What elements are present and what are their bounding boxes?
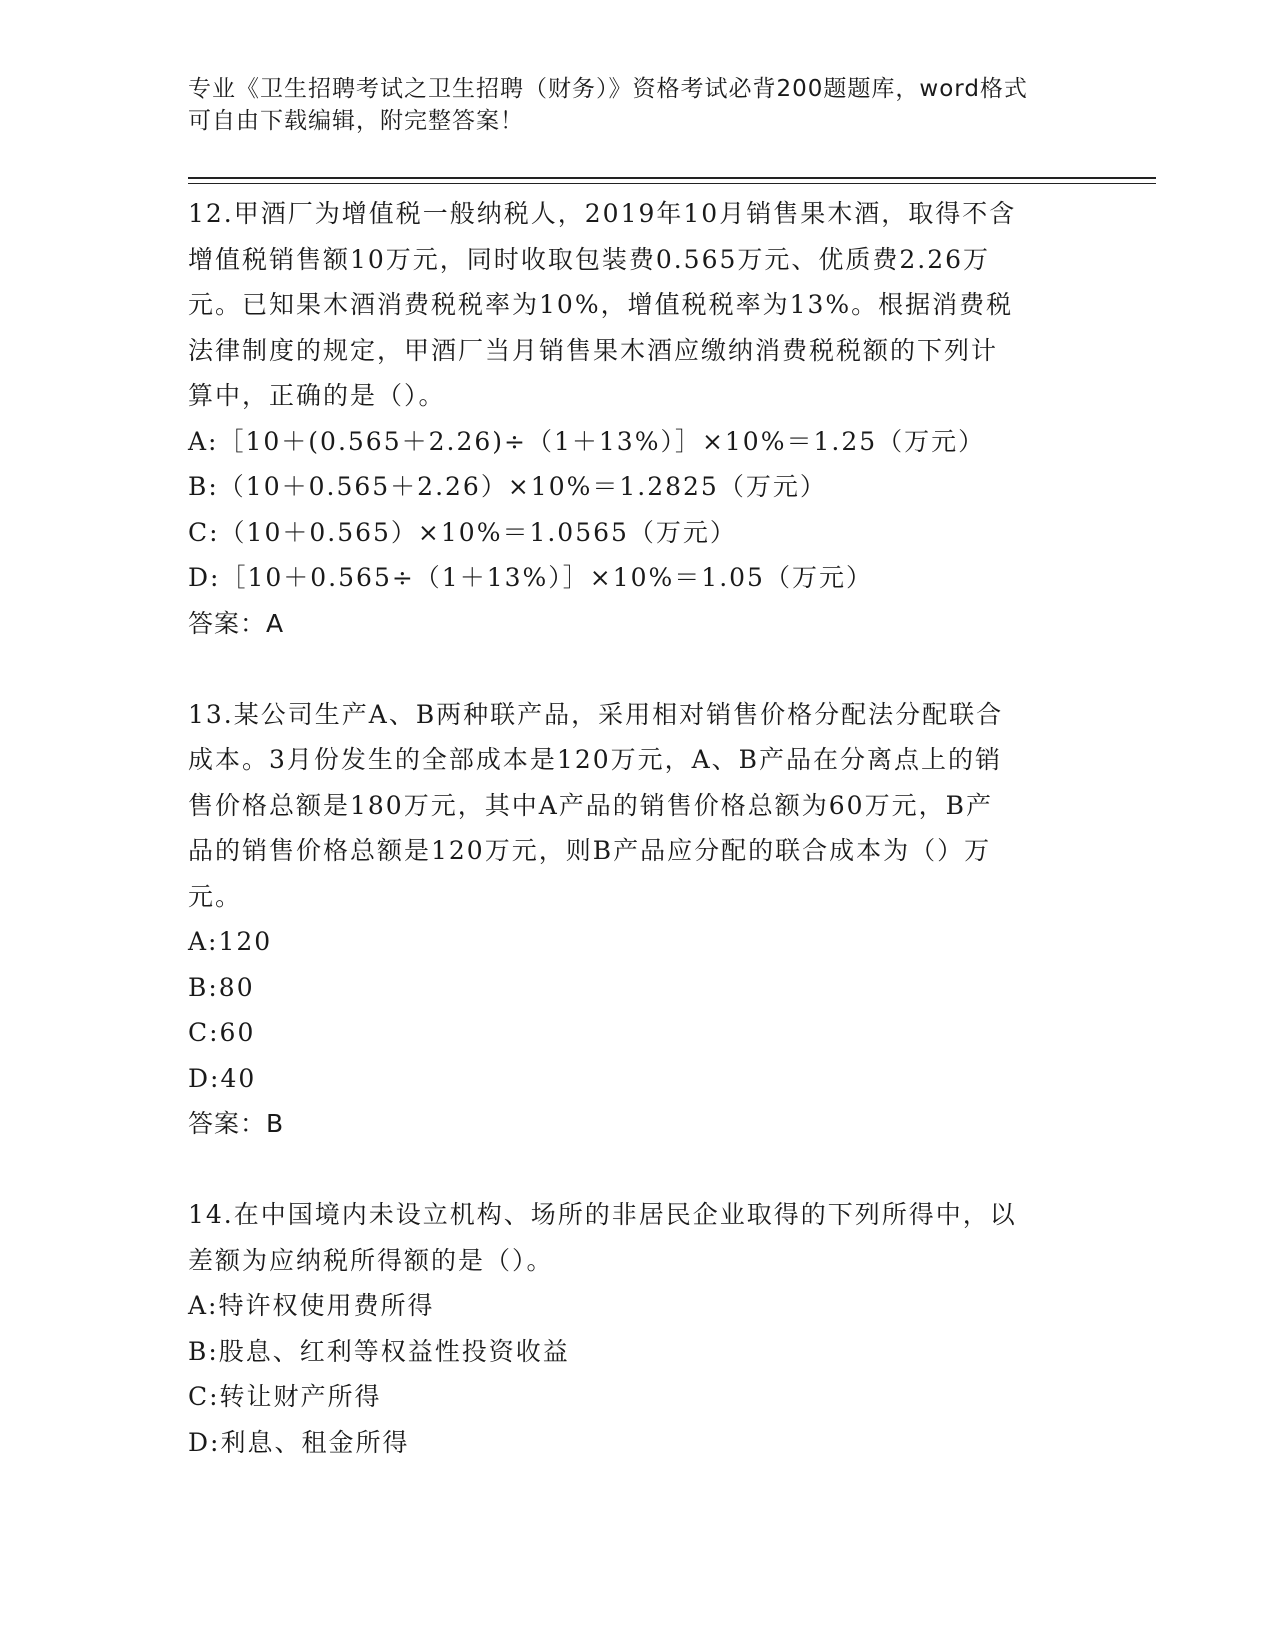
question-stem-line: 增值税销售额10万元，同时收取包装费0.565万元、优质费2.26万: [188, 244, 991, 274]
option-c: C:60: [188, 1018, 256, 1047]
option-d: D:［10＋0.565÷（1＋13%）］×10%＝1.05（万元）: [188, 563, 873, 592]
answer-label: 答案：A: [188, 608, 285, 638]
document-header: [188, 73, 1088, 137]
answer-label: 答案：B: [188, 1109, 285, 1138]
question-stem-line: 元。: [188, 881, 243, 911]
question-stem-line: 售价格总额是180万元，其中A产品的销售价格总额为60万元，B产: [188, 790, 993, 820]
question-stem-line: 14.在中国境内未设立机构、场所的非居民企业取得的下列所得中，以: [188, 1200, 1017, 1229]
question-stem-line: 12.甲酒厂为增值税一般纳税人，2019年10月销售果木酒，取得不含: [188, 199, 1017, 228]
question-stem-line: 品的销售价格总额是120万元，则B产品应分配的联合成本为（）万: [188, 836, 992, 865]
option-c: C:（10＋0.565）×10%＝1.0565（万元）: [188, 517, 737, 547]
question-stem-line: 算中，正确的是（）。: [188, 381, 446, 410]
option-b: B:80: [188, 972, 255, 1002]
header-divider-thick: [188, 177, 1156, 179]
question-stem-line: 13.某公司生产A、B两种联产品，采用相对销售价格分配法分配联合: [188, 699, 1004, 729]
option-a: A:120: [188, 927, 273, 956]
question-spacer: [188, 1147, 1088, 1193]
question-13: [188, 692, 1088, 1147]
header-line: 专业《卫生招聘考试之卫生招聘（财务）》资格考试必背200题题库，word格式: [188, 76, 1028, 102]
question-stem-line: 元。已知果木酒消费税税率为10%，增值税税率为13%。根据消费税: [188, 290, 1014, 319]
question-list: [188, 191, 1088, 1465]
option-a: A:［10＋(0.565＋2.26)÷（1＋13%）］×10%＝1.25（万元）: [188, 426, 986, 456]
option-b: B:股息、红利等权益性投资收益: [188, 1336, 570, 1366]
question-12: [188, 191, 1088, 646]
question-spacer: [188, 646, 1088, 692]
question-14: [188, 1192, 1088, 1465]
option-d: D:40: [188, 1063, 257, 1093]
option-d: D:利息、租金所得: [188, 1427, 410, 1457]
question-stem-line: 法律制度的规定，甲酒厂当月销售果木酒应缴纳消费税税额的下列计: [188, 335, 999, 365]
header-divider-thin: [188, 183, 1156, 184]
option-b: B:（10＋0.565＋2.26）×10%＝1.2825（万元）: [188, 472, 827, 501]
question-stem-line: 成本。3月份发生的全部成本是120万元，A、B产品在分离点上的销: [188, 745, 1003, 774]
option-c: C:转让财产所得: [188, 1382, 382, 1411]
option-a: A:特许权使用费所得: [188, 1291, 435, 1320]
question-stem-line: 差额为应纳税所得额的是（）。: [188, 1245, 554, 1275]
header-line: 可自由下载编辑，附完整答案！: [188, 108, 524, 134]
